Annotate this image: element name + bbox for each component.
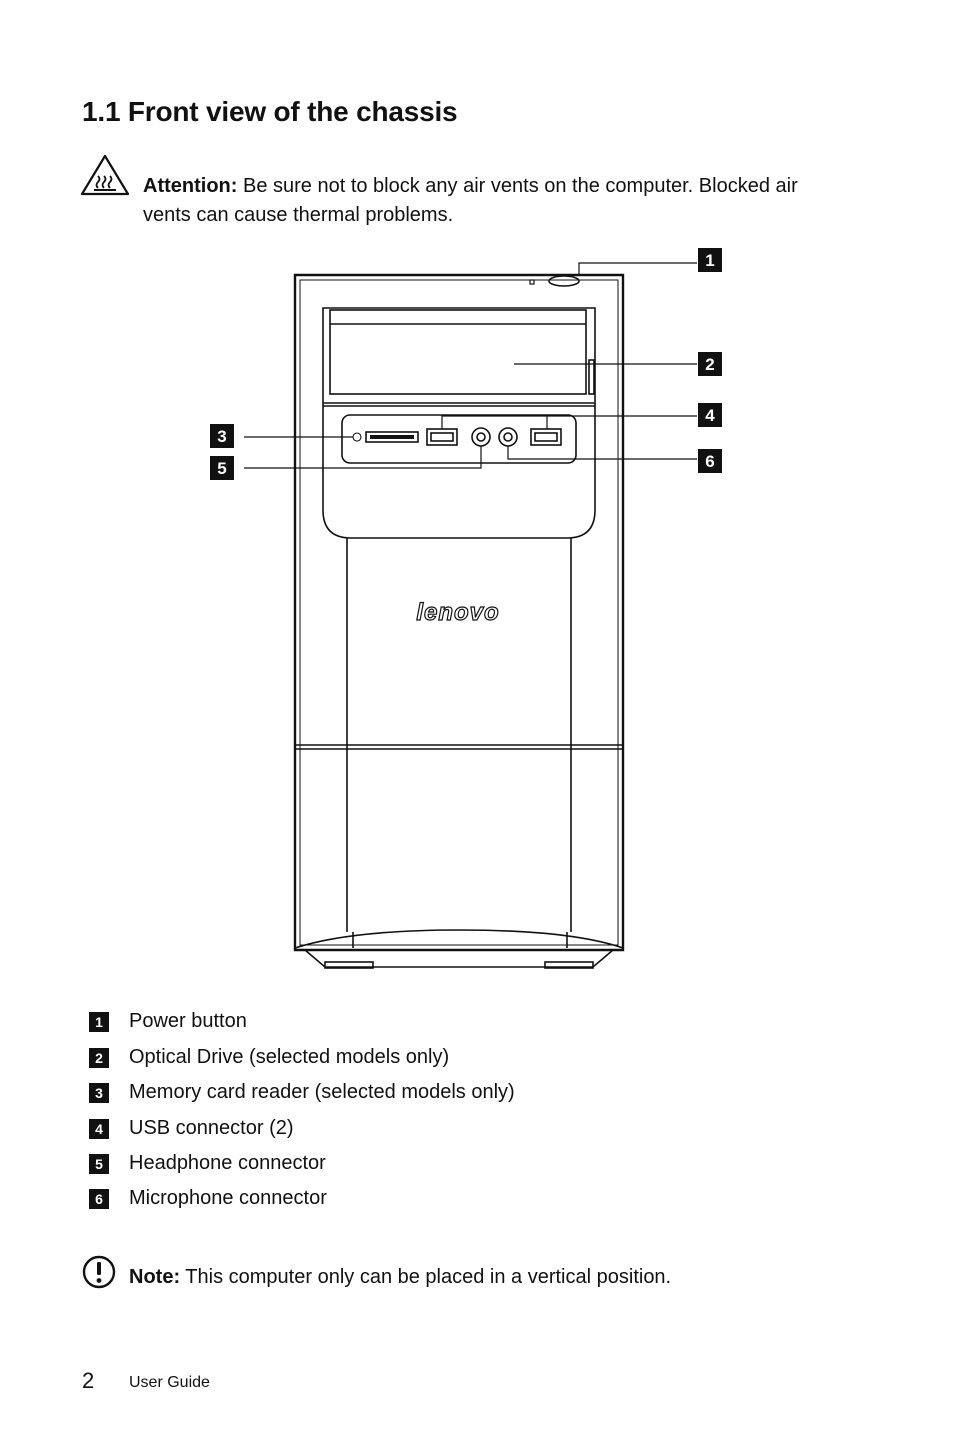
legend-number: 5 xyxy=(89,1154,109,1174)
legend-label: Optical Drive (selected models only) xyxy=(129,1046,450,1068)
callout-3 xyxy=(210,424,234,448)
svg-text:6: 6 xyxy=(705,452,715,471)
page-number: 2 xyxy=(82,1368,95,1393)
callout-1 xyxy=(698,248,722,272)
chassis-front-diagram xyxy=(200,240,740,980)
exclamation-circle-icon xyxy=(82,1255,116,1289)
callout-2 xyxy=(698,352,722,376)
note-paragraph xyxy=(129,1263,671,1291)
legend-number: 2 xyxy=(89,1048,109,1068)
legend-item xyxy=(89,1150,689,1176)
callout-6 xyxy=(698,449,722,473)
legend-number: 6 xyxy=(89,1189,109,1209)
legend-label: Power button xyxy=(129,1010,247,1032)
hot-surface-warning-icon xyxy=(80,154,130,196)
legend-number: 1 xyxy=(89,1012,109,1032)
note-label: Note: xyxy=(129,1266,181,1288)
legend-item xyxy=(89,1008,689,1034)
legend-item xyxy=(89,1185,689,1211)
svg-text:3: 3 xyxy=(217,427,227,446)
legend-label: Memory card reader (selected models only) xyxy=(129,1081,515,1103)
legend-label: USB connector (2) xyxy=(129,1117,294,1139)
callout-4 xyxy=(698,403,722,427)
note-text: This computer only can be placed in a vertical position. xyxy=(180,1266,672,1288)
attention-label: Attention: xyxy=(143,175,238,197)
legend-item xyxy=(89,1044,689,1070)
attention-paragraph xyxy=(143,172,843,230)
attention-text: Be sure not to block any air vents on the computer. Blocked air vents can cause thermal problems. xyxy=(143,175,798,226)
legend-number: 3 xyxy=(89,1083,109,1103)
legend-number: 4 xyxy=(89,1119,109,1139)
svg-text:2: 2 xyxy=(705,355,715,374)
svg-text:1: 1 xyxy=(705,251,715,270)
legend-item xyxy=(89,1079,689,1105)
page-heading: 1.1 Front view of the chassis xyxy=(82,96,458,127)
footer-title: User Guide xyxy=(129,1374,210,1391)
legend-label: Microphone connector xyxy=(129,1187,327,1209)
legend-label: Headphone connector xyxy=(129,1152,326,1174)
svg-text:5: 5 xyxy=(217,459,227,478)
svg-text:4: 4 xyxy=(705,406,715,425)
callout-5 xyxy=(210,456,234,480)
legend-item xyxy=(89,1115,689,1141)
lenovo-logo: lenovo xyxy=(416,599,500,626)
